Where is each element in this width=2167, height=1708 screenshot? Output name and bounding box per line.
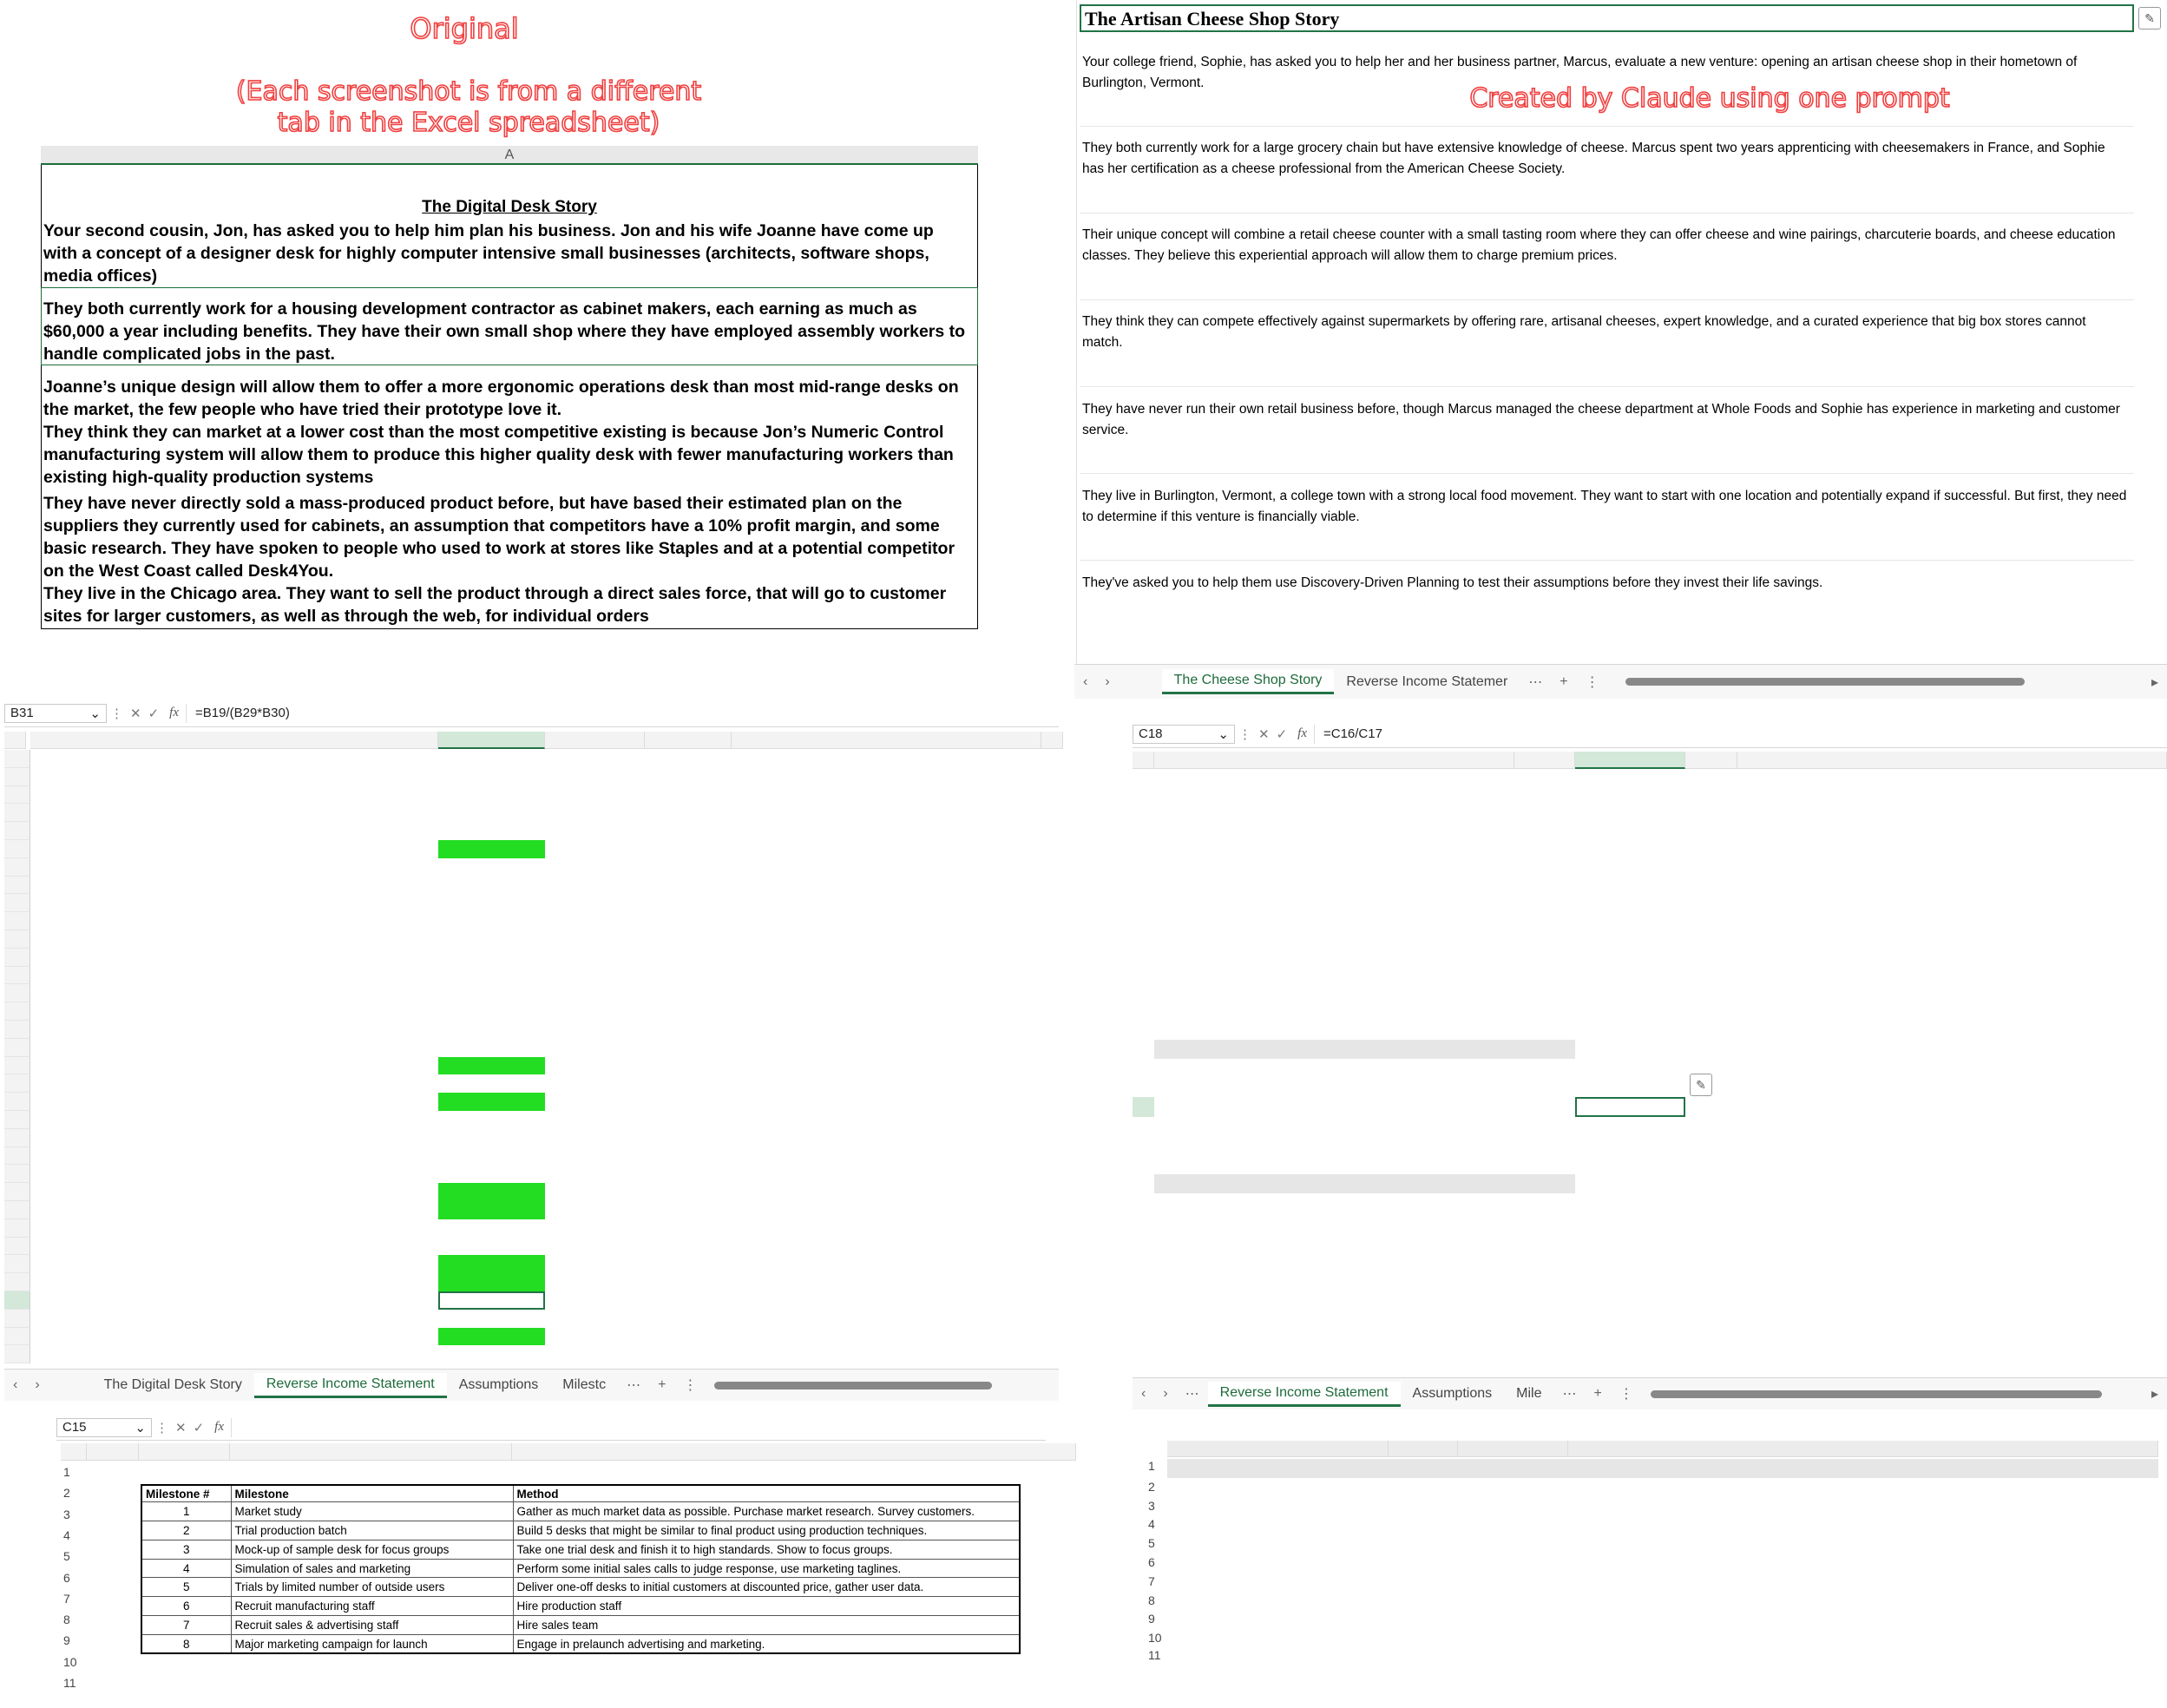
row-header[interactable]: 9 xyxy=(61,1630,87,1651)
row-header[interactable] xyxy=(1133,982,1154,1001)
row-header[interactable] xyxy=(4,786,30,805)
row-header[interactable]: 6 xyxy=(61,1567,87,1588)
value-cell[interactable] xyxy=(438,1255,545,1273)
table-cell[interactable]: Recruit manufacturing staff xyxy=(231,1597,513,1616)
tab-assumptions[interactable]: Assumptions xyxy=(458,1377,539,1392)
table-header-row xyxy=(141,1485,1020,1502)
add-sheet-icon[interactable]: + xyxy=(658,1377,667,1392)
column-header-d[interactable] xyxy=(1568,1441,2158,1457)
value-cell[interactable] xyxy=(438,877,545,895)
row-header[interactable] xyxy=(1133,885,1154,904)
formula-input[interactable]: =B19/(B29*B30) xyxy=(186,704,1059,723)
row-header[interactable] xyxy=(1133,943,1154,962)
row-header[interactable] xyxy=(1133,904,1154,923)
row-header[interactable] xyxy=(4,1238,30,1256)
value-cell[interactable] xyxy=(438,1074,545,1093)
row-header[interactable]: 10 xyxy=(61,1652,87,1672)
row-header[interactable]: 11 xyxy=(61,1672,87,1693)
more-tabs-icon[interactable]: ⋯ xyxy=(1185,1387,1199,1402)
more-tabs-icon[interactable]: ⋯ xyxy=(1528,674,1543,690)
row-header[interactable] xyxy=(4,894,30,912)
value-cell[interactable] xyxy=(1575,808,1685,827)
table-cell[interactable]: Major marketing campaign for launch xyxy=(231,1634,513,1653)
column-header-d[interactable] xyxy=(1685,752,1737,769)
milestones-table xyxy=(141,1484,1021,1654)
row-header[interactable] xyxy=(1133,924,1154,943)
formula-input[interactable]: =C16/C17 xyxy=(1314,725,2167,744)
table-row xyxy=(141,1634,1020,1653)
row-header[interactable]: 2 xyxy=(61,1482,87,1503)
fx-icon[interactable]: fx xyxy=(169,706,179,719)
value-cell[interactable] xyxy=(438,1345,545,1363)
table-row xyxy=(141,1521,1020,1540)
column-heading: Method xyxy=(513,1485,1020,1502)
table-cell[interactable]: Deliver one-off desks to initial customers at discounted price, gather user data. xyxy=(513,1578,1020,1597)
scroll-left-icon[interactable]: ‹ xyxy=(13,1377,18,1392)
chevron-down-icon[interactable]: ⌄ xyxy=(89,706,101,721)
value-cell[interactable] xyxy=(438,1328,545,1346)
row-header[interactable]: 2 xyxy=(1146,1478,1167,1497)
table-row xyxy=(141,1502,1020,1521)
row-header[interactable] xyxy=(4,877,30,895)
row-header[interactable] xyxy=(4,1074,30,1093)
row-header[interactable] xyxy=(1133,847,1154,866)
scroll-end-icon[interactable]: ▸ xyxy=(2151,1387,2158,1402)
value-cell[interactable] xyxy=(1575,943,1685,962)
value-cell[interactable] xyxy=(438,1273,545,1291)
row-header[interactable]: 8 xyxy=(61,1609,87,1630)
story-paragraph-3: Joanne’s unique design will allow them to offer a more ergonomic operations desk than most mid-range desks on the market, the few people who have tried their prototype love it. xyxy=(43,378,959,419)
table-cell[interactable]: 2 xyxy=(141,1521,231,1540)
more-tabs-icon[interactable]: ⋯ xyxy=(1562,1387,1577,1402)
row-header[interactable] xyxy=(1133,1348,1154,1367)
story-paragraph-4: They think they can market at a lower cost than the most competitive existing is because Jon’s Numeric Control manufacturing system will allow them to produce this higher quality desk with fewer manufacturing workers than existing high-quality production systems xyxy=(43,423,954,487)
story-paragraph-5: They have never directly sold a mass-produced product before, but have based their estimated plan on the suppliers they currently used for cabinets, an assumption that competitors have a 10% profit margin, and some basic research. They have spoken to people who used to work at stores like Staples and at a potential competitor on the West Coast called Desk4You. xyxy=(43,494,955,581)
row-header[interactable] xyxy=(1133,1136,1154,1155)
cheese-paragraph-5: They have never run their own retail business before, though Marcus managed the cheese department at Whole Foods and Sophie has experience in marketing and customer service. xyxy=(1082,402,2120,437)
row-header[interactable] xyxy=(1133,789,1154,808)
fx-icon[interactable]: fx xyxy=(1297,726,1307,740)
original-subtitle-1: (Each screenshot is from a different xyxy=(235,76,702,107)
table-cell[interactable]: Gather as much market data as possible. Purchase market research. Survey customers. xyxy=(513,1502,1020,1521)
row-header[interactable] xyxy=(1133,1251,1154,1271)
column-header-c[interactable] xyxy=(1575,752,1685,769)
column-header-a[interactable] xyxy=(1154,752,1514,769)
options-icon[interactable]: ⋮ xyxy=(155,1420,168,1435)
column-header-a[interactable] xyxy=(87,1443,139,1461)
formula-input[interactable] xyxy=(231,1418,1046,1437)
row-header[interactable] xyxy=(4,858,30,877)
row-header[interactable]: 8 xyxy=(1146,1592,1167,1611)
table-cell[interactable]: 7 xyxy=(141,1616,231,1635)
table-cell[interactable]: Perform some initial sales calls to judge response, use marketing taglines. xyxy=(513,1559,1020,1578)
row-header[interactable] xyxy=(1133,1271,1154,1290)
confirm-icon[interactable]: ✓ xyxy=(193,1420,205,1435)
table-row xyxy=(141,1559,1020,1578)
column-header-c[interactable] xyxy=(1458,1441,1568,1457)
row-header[interactable] xyxy=(4,1255,30,1273)
column-header-c[interactable] xyxy=(545,732,645,749)
column-header-a[interactable] xyxy=(1167,1441,1389,1457)
cheese-paragraph-1: Your college friend, Sophie, has asked you to help her and her business partner, Marcus, evaluate a new venture: opening an artisan cheese shop in their hometown of Burlington, Vermont. xyxy=(1082,55,2078,90)
row-header[interactable] xyxy=(4,840,30,858)
fx-icon[interactable]: fx xyxy=(214,1420,224,1434)
tab-cheese-shop-story[interactable]: The Cheese Shop Story xyxy=(1162,669,1335,694)
row-header[interactable]: 7 xyxy=(1146,1573,1167,1592)
row-header[interactable] xyxy=(4,1165,30,1183)
row-header[interactable] xyxy=(4,1057,30,1075)
row-header[interactable]: 1 xyxy=(61,1462,87,1482)
table-cell[interactable]: 3 xyxy=(141,1540,231,1559)
column-heading: Milestone # xyxy=(141,1485,231,1502)
row-header[interactable] xyxy=(1133,866,1154,885)
table-cell[interactable]: Mock-up of sample desk for focus groups xyxy=(231,1540,513,1559)
tab-reverse-income[interactable]: Reverse Income Statement xyxy=(254,1373,447,1398)
tab-digital-desk-story[interactable]: The Digital Desk Story xyxy=(103,1377,242,1392)
row-header[interactable] xyxy=(4,1039,30,1057)
row-header[interactable]: 5 xyxy=(61,1546,87,1567)
value-cell[interactable] xyxy=(1575,1059,1685,1078)
row-header[interactable] xyxy=(4,804,30,822)
options-icon[interactable]: ⋮ xyxy=(1619,1387,1633,1402)
row-header[interactable]: 11 xyxy=(1146,1648,1167,1667)
value-cell[interactable] xyxy=(1575,885,1685,904)
header-row-shading xyxy=(1167,1459,2158,1478)
cheese-paragraph-7: They've asked you to help them use Discovery-Driven Planning to test their assumptions before they invest their life savings. xyxy=(1082,575,1823,590)
column-header-e[interactable] xyxy=(1737,752,2167,769)
row-header[interactable] xyxy=(4,822,30,840)
row-header[interactable] xyxy=(1133,1155,1154,1174)
value-cell[interactable] xyxy=(1575,1213,1685,1232)
scroll-right-icon[interactable]: › xyxy=(1105,673,1110,689)
row-header[interactable] xyxy=(4,1219,30,1238)
row-header[interactable] xyxy=(1133,1174,1154,1193)
scroll-right-icon[interactable]: › xyxy=(1163,1386,1168,1401)
wand-icon[interactable]: ✎ xyxy=(1690,1074,1712,1096)
original-label: Original xyxy=(410,12,519,45)
row-header[interactable]: 9 xyxy=(1146,1610,1167,1629)
table-cell[interactable]: Trial production batch xyxy=(231,1521,513,1540)
more-tabs-icon[interactable]: ⋯ xyxy=(627,1378,641,1393)
scroll-left-icon[interactable]: ‹ xyxy=(1083,673,1088,689)
value-cell[interactable] xyxy=(1575,1097,1685,1116)
column-header-a[interactable] xyxy=(30,732,438,749)
options-icon[interactable]: ⋮ xyxy=(683,1378,698,1393)
value-cell[interactable] xyxy=(438,1093,545,1111)
table-cell[interactable]: 1 xyxy=(141,1502,231,1521)
horizontal-scrollbar[interactable] xyxy=(1651,1390,2102,1398)
table-cell[interactable]: 5 xyxy=(141,1578,231,1597)
row-header[interactable] xyxy=(1133,1329,1154,1348)
table-cell[interactable]: Build 5 desks that might be similar to final product using production techniques. xyxy=(513,1521,1020,1540)
row-header[interactable] xyxy=(4,1147,30,1166)
row-header[interactable]: 4 xyxy=(1146,1515,1167,1534)
row-header[interactable] xyxy=(1133,962,1154,982)
tab-milestones[interactable]: Mile xyxy=(1516,1386,1542,1401)
table-cell[interactable]: Hire production staff xyxy=(513,1597,1020,1616)
value-cell[interactable] xyxy=(1575,904,1685,923)
select-all-corner[interactable] xyxy=(1133,752,1154,769)
table-row xyxy=(141,1616,1020,1635)
tab-reverse-income[interactable]: Reverse Income Statemer xyxy=(1346,673,1508,689)
row-header[interactable] xyxy=(1133,1001,1154,1020)
value-cell[interactable] xyxy=(1575,924,1685,943)
value-cell[interactable] xyxy=(438,1057,545,1075)
value-cell[interactable] xyxy=(1575,1117,1685,1136)
row-header[interactable] xyxy=(4,750,30,768)
column-heading: Milestone xyxy=(231,1485,513,1502)
row-header[interactable] xyxy=(1133,1059,1154,1078)
story-paragraph-1: Your second cousin, Jon, has asked you to help him plan his business. Jon and his wife Joanne have come up with a concept of a designer desk for highly computer intensive small businesses (architects, software shops, media offices) xyxy=(43,221,934,286)
row-header[interactable] xyxy=(1133,1097,1154,1116)
column-header-a[interactable]: A xyxy=(41,146,978,165)
confirm-icon[interactable]: ✓ xyxy=(148,706,160,721)
row-header[interactable] xyxy=(4,768,30,786)
column-header-b[interactable] xyxy=(438,732,545,749)
row-header[interactable] xyxy=(4,1183,30,1201)
row-header[interactable] xyxy=(1133,1078,1154,1097)
value-cell[interactable] xyxy=(1575,1290,1685,1309)
row-header[interactable] xyxy=(4,1310,30,1328)
table-cell[interactable]: 8 xyxy=(141,1634,231,1653)
row-header[interactable]: 3 xyxy=(1146,1497,1167,1516)
created-label: Created by Claude using one prompt xyxy=(1469,83,1950,114)
row-header[interactable] xyxy=(4,949,30,967)
row-header[interactable] xyxy=(1133,770,1154,789)
row-header[interactable] xyxy=(4,1021,30,1039)
row-header[interactable] xyxy=(1133,1290,1154,1309)
value-cell[interactable] xyxy=(438,1291,545,1310)
row-header[interactable] xyxy=(4,1328,30,1346)
column-header-b[interactable] xyxy=(1389,1441,1458,1457)
row-header[interactable] xyxy=(4,984,30,1002)
digital-ris-tabbar xyxy=(4,1369,1059,1401)
row-header[interactable] xyxy=(1133,1021,1154,1040)
value-cell[interactable] xyxy=(1575,1251,1685,1271)
table-cell[interactable]: 6 xyxy=(141,1597,231,1616)
row-header[interactable] xyxy=(1133,828,1154,847)
row-header[interactable]: 1 xyxy=(1146,1459,1167,1478)
horizontal-scrollbar[interactable] xyxy=(1625,678,2025,686)
tab-milestones[interactable]: Milestc xyxy=(562,1377,607,1392)
column-header-b[interactable] xyxy=(139,1443,230,1461)
options-icon[interactable]: ⋮ xyxy=(1238,726,1251,742)
value-cell[interactable] xyxy=(1575,1310,1685,1329)
column-header-b[interactable] xyxy=(1514,752,1575,769)
row-header[interactable] xyxy=(4,967,30,985)
value-cell[interactable] xyxy=(1575,1078,1685,1097)
cheese-story-title-cell[interactable]: The Artisan Cheese Shop Story xyxy=(1080,4,2134,32)
cheese-paragraph-4: They think they can compete effectively against supermarkets by offering rare, artisanal cheeses, expert knowledge, and a curated experience that big box stores cannot match. xyxy=(1082,314,2086,350)
cheese-paragraph-3: Their unique concept will combine a retail cheese counter with a small tasting room where they can offer cheese and wine pairings, charcuterie boards, and cheese education classes. They believe this experiential approach will allow them to charge premium prices. xyxy=(1082,227,2116,263)
column-header-f[interactable] xyxy=(1041,732,1063,749)
column-header-c[interactable] xyxy=(230,1443,512,1461)
value-cell[interactable] xyxy=(438,1039,545,1057)
value-cell[interactable] xyxy=(1575,1136,1685,1155)
options-icon[interactable]: ⋮ xyxy=(1585,674,1599,690)
row-header[interactable] xyxy=(4,1002,30,1021)
scroll-end-icon[interactable]: ▸ xyxy=(2151,674,2158,690)
original-subtitle-2: tab in the Excel spreadsheet) xyxy=(277,108,660,138)
value-cell[interactable] xyxy=(1575,847,1685,866)
row-header[interactable]: 10 xyxy=(1146,1629,1167,1648)
tab-assumptions[interactable]: Assumptions xyxy=(1412,1386,1493,1401)
table-row xyxy=(141,1597,1020,1616)
row-header[interactable] xyxy=(4,1111,30,1129)
row-header[interactable] xyxy=(4,1201,30,1219)
value-cell[interactable] xyxy=(438,1111,545,1129)
name-box[interactable]: C15 ⌄ xyxy=(56,1418,152,1437)
value-cell[interactable] xyxy=(438,1201,545,1219)
section-shading xyxy=(1154,1040,1575,1059)
table-cell[interactable]: 4 xyxy=(141,1559,231,1578)
story-paragraph-2: They both currently work for a housing development contractor as cabinet makers, each earning as much as $60,000 a year including benefits. They have their own small shop where they have employed assembly workers to handle complicated jobs in the past. xyxy=(43,299,966,364)
column-header-e[interactable] xyxy=(732,732,1041,749)
value-cell[interactable] xyxy=(438,840,545,858)
cancel-icon[interactable]: ✕ xyxy=(130,706,141,721)
row-header[interactable] xyxy=(1133,808,1154,827)
row-header[interactable]: 4 xyxy=(61,1525,87,1546)
chevron-down-icon[interactable]: ⌄ xyxy=(135,1420,146,1435)
table-cell[interactable]: Engage in prelaunch advertising and marketing. xyxy=(513,1634,1020,1653)
table-cell[interactable]: Market study xyxy=(231,1502,513,1521)
row-header[interactable] xyxy=(4,1129,30,1147)
add-sheet-icon[interactable]: + xyxy=(1560,673,1568,689)
cheese-story-tabbar xyxy=(1074,664,2167,699)
horizontal-scrollbar[interactable] xyxy=(714,1382,992,1389)
row-header[interactable] xyxy=(4,1273,30,1291)
row-header[interactable] xyxy=(4,912,30,930)
row-header[interactable] xyxy=(4,1093,30,1111)
row-header[interactable] xyxy=(1133,1193,1154,1212)
value-cell[interactable] xyxy=(1575,1271,1685,1290)
row-header[interactable] xyxy=(4,1345,30,1363)
options-icon[interactable]: ⋮ xyxy=(110,706,123,721)
row-header[interactable] xyxy=(4,930,30,949)
row-header[interactable] xyxy=(1133,1232,1154,1251)
table-cell[interactable]: Simulation of sales and marketing xyxy=(231,1559,513,1578)
table-row xyxy=(141,1578,1020,1597)
table-cell[interactable]: Take one trial desk and finish it to high standards. Show to focus groups. xyxy=(513,1540,1020,1559)
scroll-right-icon[interactable]: › xyxy=(35,1377,40,1392)
column-header-d[interactable] xyxy=(645,732,732,749)
row-header[interactable] xyxy=(1133,1310,1154,1329)
value-cell[interactable] xyxy=(438,804,545,822)
story-paragraph-6: They live in the Chicago area. They want to sell the product through a direct sales force, that will go to customer sites for larger customers, as well as through the web, for individual orders xyxy=(43,584,947,626)
chevron-down-icon[interactable]: ⌄ xyxy=(1218,726,1229,742)
table-cell[interactable]: Trials by limited number of outside users xyxy=(231,1578,513,1597)
confirm-icon[interactable]: ✓ xyxy=(1276,726,1288,742)
table-cell[interactable]: Recruit sales & advertising staff xyxy=(231,1616,513,1635)
name-box[interactable]: C18 ⌄ xyxy=(1133,725,1235,744)
cancel-icon[interactable]: ✕ xyxy=(175,1420,187,1435)
select-all-corner[interactable] xyxy=(61,1443,87,1461)
row-header[interactable] xyxy=(1133,1213,1154,1232)
table-cell[interactable]: Hire sales team xyxy=(513,1616,1020,1635)
value-cell[interactable] xyxy=(438,894,545,912)
story-title: The Digital Desk Story xyxy=(422,198,597,216)
scroll-left-icon[interactable]: ‹ xyxy=(1141,1386,1146,1401)
row-header[interactable]: 5 xyxy=(1146,1534,1167,1554)
value-cell[interactable] xyxy=(1575,1193,1685,1212)
row-header[interactable]: 3 xyxy=(61,1504,87,1525)
cancel-icon[interactable]: ✕ xyxy=(1258,726,1270,742)
add-sheet-icon[interactable]: + xyxy=(1593,1386,1602,1401)
column-header-d[interactable] xyxy=(512,1443,1076,1461)
row-header[interactable] xyxy=(1133,1040,1154,1059)
name-box[interactable]: B31 ⌄ xyxy=(4,704,107,723)
wand-icon[interactable]: ✎ xyxy=(2138,7,2161,30)
cheese-ris-tabbar xyxy=(1133,1377,2167,1409)
row-header[interactable] xyxy=(1133,1117,1154,1136)
row-header[interactable]: 7 xyxy=(61,1588,87,1609)
value-cell[interactable] xyxy=(438,1183,545,1201)
row-header[interactable] xyxy=(4,1291,30,1310)
table-row xyxy=(141,1540,1020,1559)
select-all-corner[interactable] xyxy=(4,732,26,749)
row-header[interactable]: 6 xyxy=(1146,1554,1167,1573)
tab-reverse-income[interactable]: Reverse Income Statement xyxy=(1208,1382,1401,1407)
value-cell[interactable] xyxy=(1575,1329,1685,1348)
cheese-paragraph-6: They live in Burlington, Vermont, a college town with a strong local food movement. They want to start with one location and potentially expand if successful. But first, they need to determine if this venture is financially viable. xyxy=(1082,489,2127,524)
cheese-paragraph-2: They both currently work for a large grocery chain but have extensive knowledge of cheese. Marcus spent two years apprenticing with cheesemakers in France, and Sophie has her certification as a cheese professional from the American Cheese Society. xyxy=(1082,141,2105,176)
section-shading xyxy=(1154,1174,1575,1193)
